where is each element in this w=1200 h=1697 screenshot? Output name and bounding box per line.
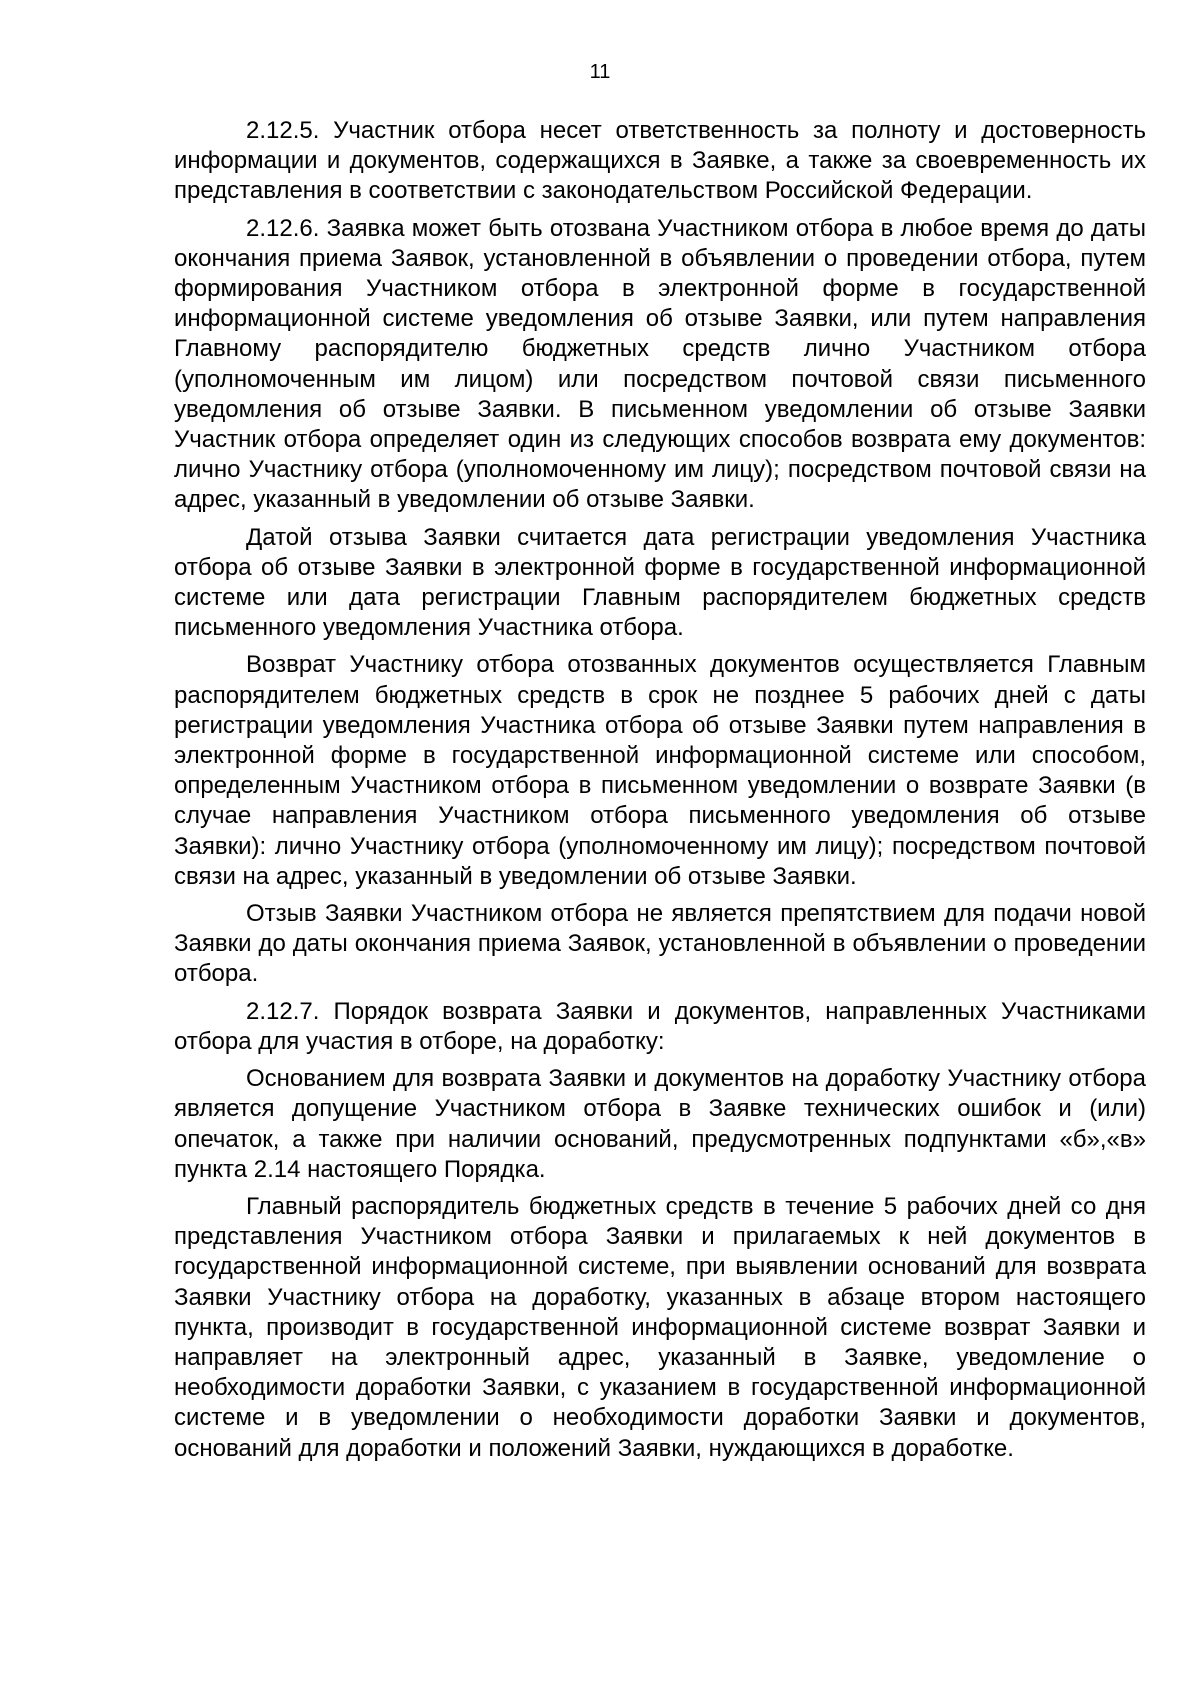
paragraph-new-application: Отзыв Заявки Участником отбора не является препятствием для подачи новой Заявки до даты окончания приема Заявок, установленной в объявлении о проведении отбора.	[174, 900, 1146, 988]
paragraph-2-12-5: 2.12.5. Участник отбора несет ответственность за полноту и достоверность информации и документов, содержащихся в Заявке, а также за своевременность их представления в соответствии с законодательством Российской Федерации.	[174, 117, 1146, 205]
paragraph-documents-return: Возврат Участнику отбора отозванных документов осуществляется Главным распорядителем бюджетных средств в срок не позднее 5 рабочих дней с даты регистрации уведомления Участника отбора об отзыве Заявки путем направления в электронной форме в государственной информационной системе или способом, определенным Участником отбора в письменном уведомлении о возврате Заявки (в случае направления Участником отбора письменного уведомления об отзыве Заявки): лично Участнику отбора (уполномоченному им лицу); посредством почтовой связи на адрес, указанный в уведомлении об отзыве Заявки.	[174, 651, 1146, 890]
paragraph-2-12-6: 2.12.6. Заявка может быть отозвана Участником отбора в любое время до даты окончания приема Заявок, установленной в объявлении о проведении отбора, путем формирования Участником отбора в электронной форме в государственной информационной системе уведомления об отзыве Заявки, или путем направления Главному распорядителю бюджетных средств лично Участником отбора (уполномоченным им лицом) или посредством почтовой связи письменного уведомления об отзыве Заявки. В письменном уведомлении об отзыве Заявки Участник отбора определяет один из следующих способов возврата ему документов: лично Участнику отбора (уполномоченному им лицу); посредством почтовой связи на адрес, указанный в уведомлении об отзыве Заявки.	[174, 214, 1146, 514]
paragraph-return-grounds: Основанием для возврата Заявки и документов на доработку Участнику отбора является допущение Участником отбора в Заявке технических ошибок и (или) опечаток, а также при наличии оснований, предусмотренных подпунктами «б»,«в» пункта 2.14 настоящего Порядка.	[174, 1065, 1146, 1183]
page-number: 11	[589, 61, 611, 83]
paragraph-2-12-7: 2.12.7. Порядок возврата Заявки и документов, направленных Участниками отбора для участия в отборе, на доработку:	[174, 997, 1146, 1055]
paragraph-return-procedure: Главный распорядитель бюджетных средств в течение 5 рабочих дней со дня представления Участником отбора Заявки и прилагаемых к ней документов в государственной информационной системе, при выявлении оснований для возврата Заявки Участнику отбора на доработку, указанных в абзаце втором настоящего пункта, производит в государственной информационной системе возврат Заявки и направляет на электронный адрес, указанный в Заявке, уведомление о необходимости доработки Заявки, с указанием в государственной информационной системе и в уведомлении о необходимости доработки Заявки и документов, оснований для доработки и положений Заявки, нуждающихся в доработке.	[174, 1192, 1146, 1462]
document-body	[174, 116, 1146, 1464]
paragraph-withdrawal-date: Датой отзыва Заявки считается дата регистрации уведомления Участника отбора об отзыве Заявки в электронной форме в государственной информационной системе или дата регистрации Главным распорядителем бюджетных средств письменного уведомления Участника отбора.	[174, 523, 1146, 642]
